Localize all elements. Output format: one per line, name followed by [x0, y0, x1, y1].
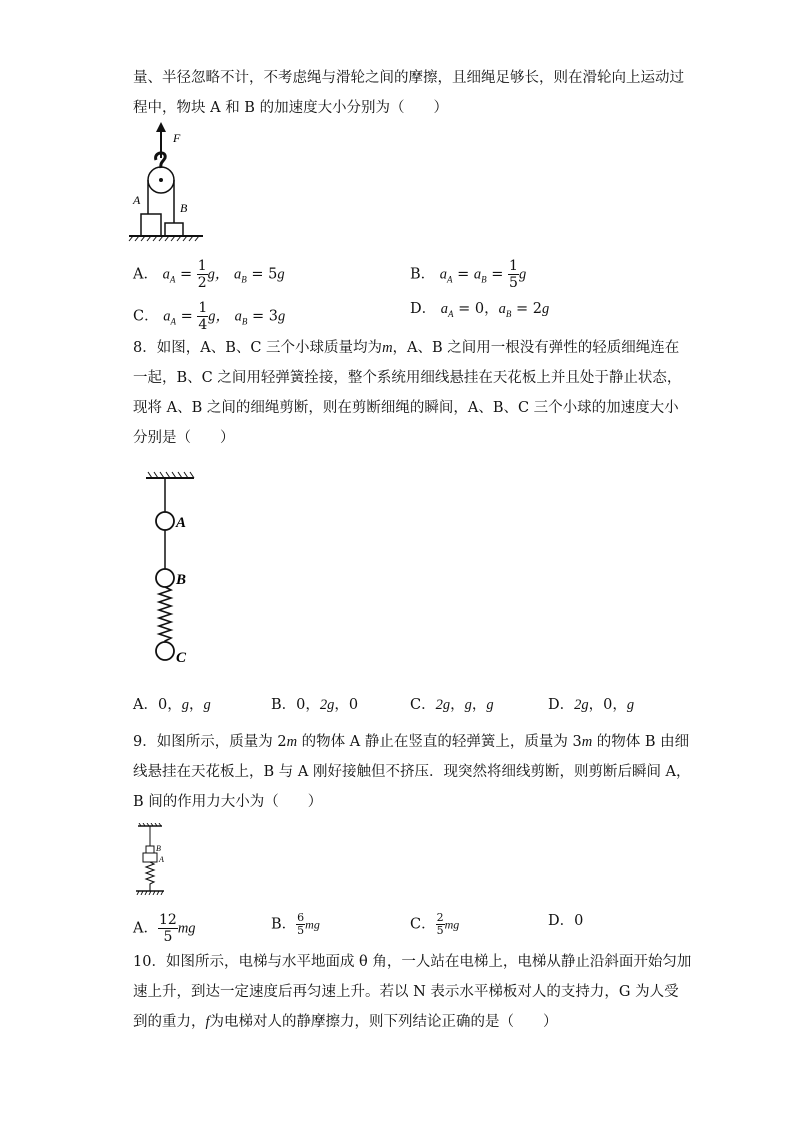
mg-symbol: mg: [305, 917, 320, 932]
acc-subscript: A: [169, 274, 176, 285]
option-text: C．: [410, 697, 436, 713]
option-text: A．0，: [133, 697, 182, 713]
q9-option-b[interactable]: [271, 912, 320, 937]
acc-symbol: a: [439, 266, 448, 283]
block-b-label: B: [180, 201, 188, 215]
option-letter: B．: [410, 266, 436, 283]
q7-option-b[interactable]: [410, 258, 526, 291]
equals-sign: =: [486, 266, 509, 283]
acc-symbol: a: [163, 308, 171, 325]
block-b-label: B: [156, 844, 161, 853]
option-text: D．: [548, 697, 575, 713]
acc-symbol: a: [234, 266, 242, 283]
q8-option-d[interactable]: [548, 696, 634, 714]
equals-value: = 5: [246, 266, 278, 283]
g-symbol: g: [181, 697, 189, 713]
q10-text-line1: 10．如图所示，电梯与水平地面成 θ 角，一人站在电梯上，电梯从静止沿斜面开始匀加: [133, 954, 692, 970]
q9-option-c[interactable]: [410, 912, 459, 937]
equals-value: = 0，: [453, 301, 499, 317]
fraction: $\frac{1}{2}$: [197, 258, 207, 291]
option-letter: D．0: [548, 913, 584, 929]
g-symbol: g: [541, 301, 550, 317]
fraction: $\frac{1}{4}$: [198, 300, 208, 333]
block-a-label: A: [159, 855, 164, 864]
block-a-label: A: [133, 193, 141, 207]
q10-text-line3: 到的重力，f为电梯对人的静摩擦力，则下列结论正确的是（ ）: [133, 1014, 558, 1030]
q7-text-line2: 程中，物块 A 和 B 的加速度大小分别为（ ）: [133, 100, 449, 116]
acc-subscript: A: [447, 274, 453, 285]
ball-a-label: A: [176, 515, 187, 531]
equals-sign: =: [175, 266, 197, 283]
q9-option-d[interactable]: [548, 912, 583, 930]
acc-symbol: a: [473, 266, 482, 283]
acc-subscript: B: [241, 316, 248, 327]
mg-symbol: mg: [177, 920, 196, 937]
option-letter: C．: [133, 308, 159, 325]
option-letter: A．: [133, 920, 158, 937]
q8-text-line1: 8．如图，A、B、C 三个小球质量均为m，A、B 之间用一根没有弹性的轻质细绳连在: [133, 340, 680, 356]
option-text: ，: [450, 697, 465, 713]
q10-text-line2: 速上升，到达一定速度后再匀速上升。若以 N 表示水平梯板对人的支持力，G 为人受: [133, 984, 679, 1000]
q8-option-a[interactable]: [133, 696, 211, 714]
acc-subscript: A: [448, 308, 454, 319]
fraction: $\frac{6}{5}$: [297, 911, 305, 937]
value-2g: 2g: [435, 697, 451, 713]
fraction: $\frac{12}{5}$: [158, 912, 177, 945]
equals-sign: =: [452, 266, 474, 283]
option-text: ，: [188, 697, 204, 713]
q8-option-c[interactable]: [410, 696, 494, 714]
option-text: ，0，: [588, 697, 627, 713]
q8-option-b[interactable]: [271, 696, 358, 714]
q8-text-line4: 分别是（ ）: [133, 430, 235, 446]
option-text: ，0: [334, 697, 359, 713]
option-letter: A．: [133, 266, 158, 283]
pulley-diagram: [125, 122, 205, 244]
value-2g: 2g: [574, 697, 589, 713]
q7-option-c[interactable]: [133, 300, 285, 333]
q8-text-line3: 现将 A、B 之间的细绳剪断，则在剪断细绳的瞬间，A、B、C 三个小球的加速度大小: [133, 400, 679, 416]
g-symbol: g: [486, 697, 494, 713]
g-symbol: g: [277, 266, 285, 283]
fraction: $\frac{2}{5}$: [436, 911, 444, 937]
option-text: B．0，: [271, 697, 320, 713]
acc-subscript: B: [505, 308, 512, 319]
value-2g: 2g: [319, 697, 335, 713]
g-symbol: g: [518, 266, 527, 283]
g-symbol: g: [203, 697, 211, 713]
option-letter: C．: [410, 916, 436, 933]
acc-symbol: a: [440, 301, 448, 317]
q9-text-line3: B 间的作用力大小为（ ）: [133, 794, 323, 810]
q8-text-line2: 一起，B、C 之间用轻弹簧拴接，整个系统用细线悬挂在天花板上并且处于静止状态，: [133, 370, 682, 386]
spring-balls-diagram: [140, 470, 210, 670]
force-label: F: [173, 131, 181, 145]
q9-text-line2: 线悬挂在天花板上，B 与 A 刚好接触但不挤压．现突然将细线剪断，则剪断后瞬间 A，: [133, 764, 691, 780]
spring-blocks-diagram: [130, 823, 175, 895]
g-symbol: g，: [208, 308, 231, 325]
acc-subscript: B: [481, 274, 487, 285]
q7-option-d[interactable]: [410, 300, 549, 323]
g-symbol: g: [464, 697, 472, 713]
acc-symbol: a: [498, 301, 506, 317]
ball-c-label: C: [176, 650, 187, 666]
acc-subscript: A: [170, 316, 176, 327]
option-letter: B．: [271, 916, 297, 933]
ball-b-label: B: [176, 572, 187, 588]
mg-symbol: mg: [444, 917, 460, 932]
acc-symbol: a: [162, 266, 170, 283]
g-symbol: g: [626, 697, 635, 713]
q9-text-line1: 9．如图所示，质量为 2m 的物体 A 静止在竖直的轻弹簧上，质量为 3m 的物体 B 由细: [133, 734, 690, 750]
q9-option-a[interactable]: [133, 912, 196, 945]
q7-option-a[interactable]: [133, 258, 285, 291]
option-letter: D．: [410, 301, 437, 317]
equals-value: = 2: [511, 301, 542, 317]
g-symbol: g: [277, 308, 286, 325]
option-text: ，: [471, 697, 487, 713]
g-symbol: g，: [207, 266, 230, 283]
equals-sign: =: [175, 308, 198, 325]
acc-symbol: a: [234, 308, 242, 325]
fraction: $\frac{1}{5}$: [509, 258, 518, 291]
q7-text-line1: 量、半径忽略不计，不考虑绳与滑轮之间的摩擦，且细绳足够长，则在滑轮向上运动过: [133, 70, 684, 86]
equals-value: = 3: [247, 308, 278, 325]
acc-subscript: B: [241, 274, 247, 285]
